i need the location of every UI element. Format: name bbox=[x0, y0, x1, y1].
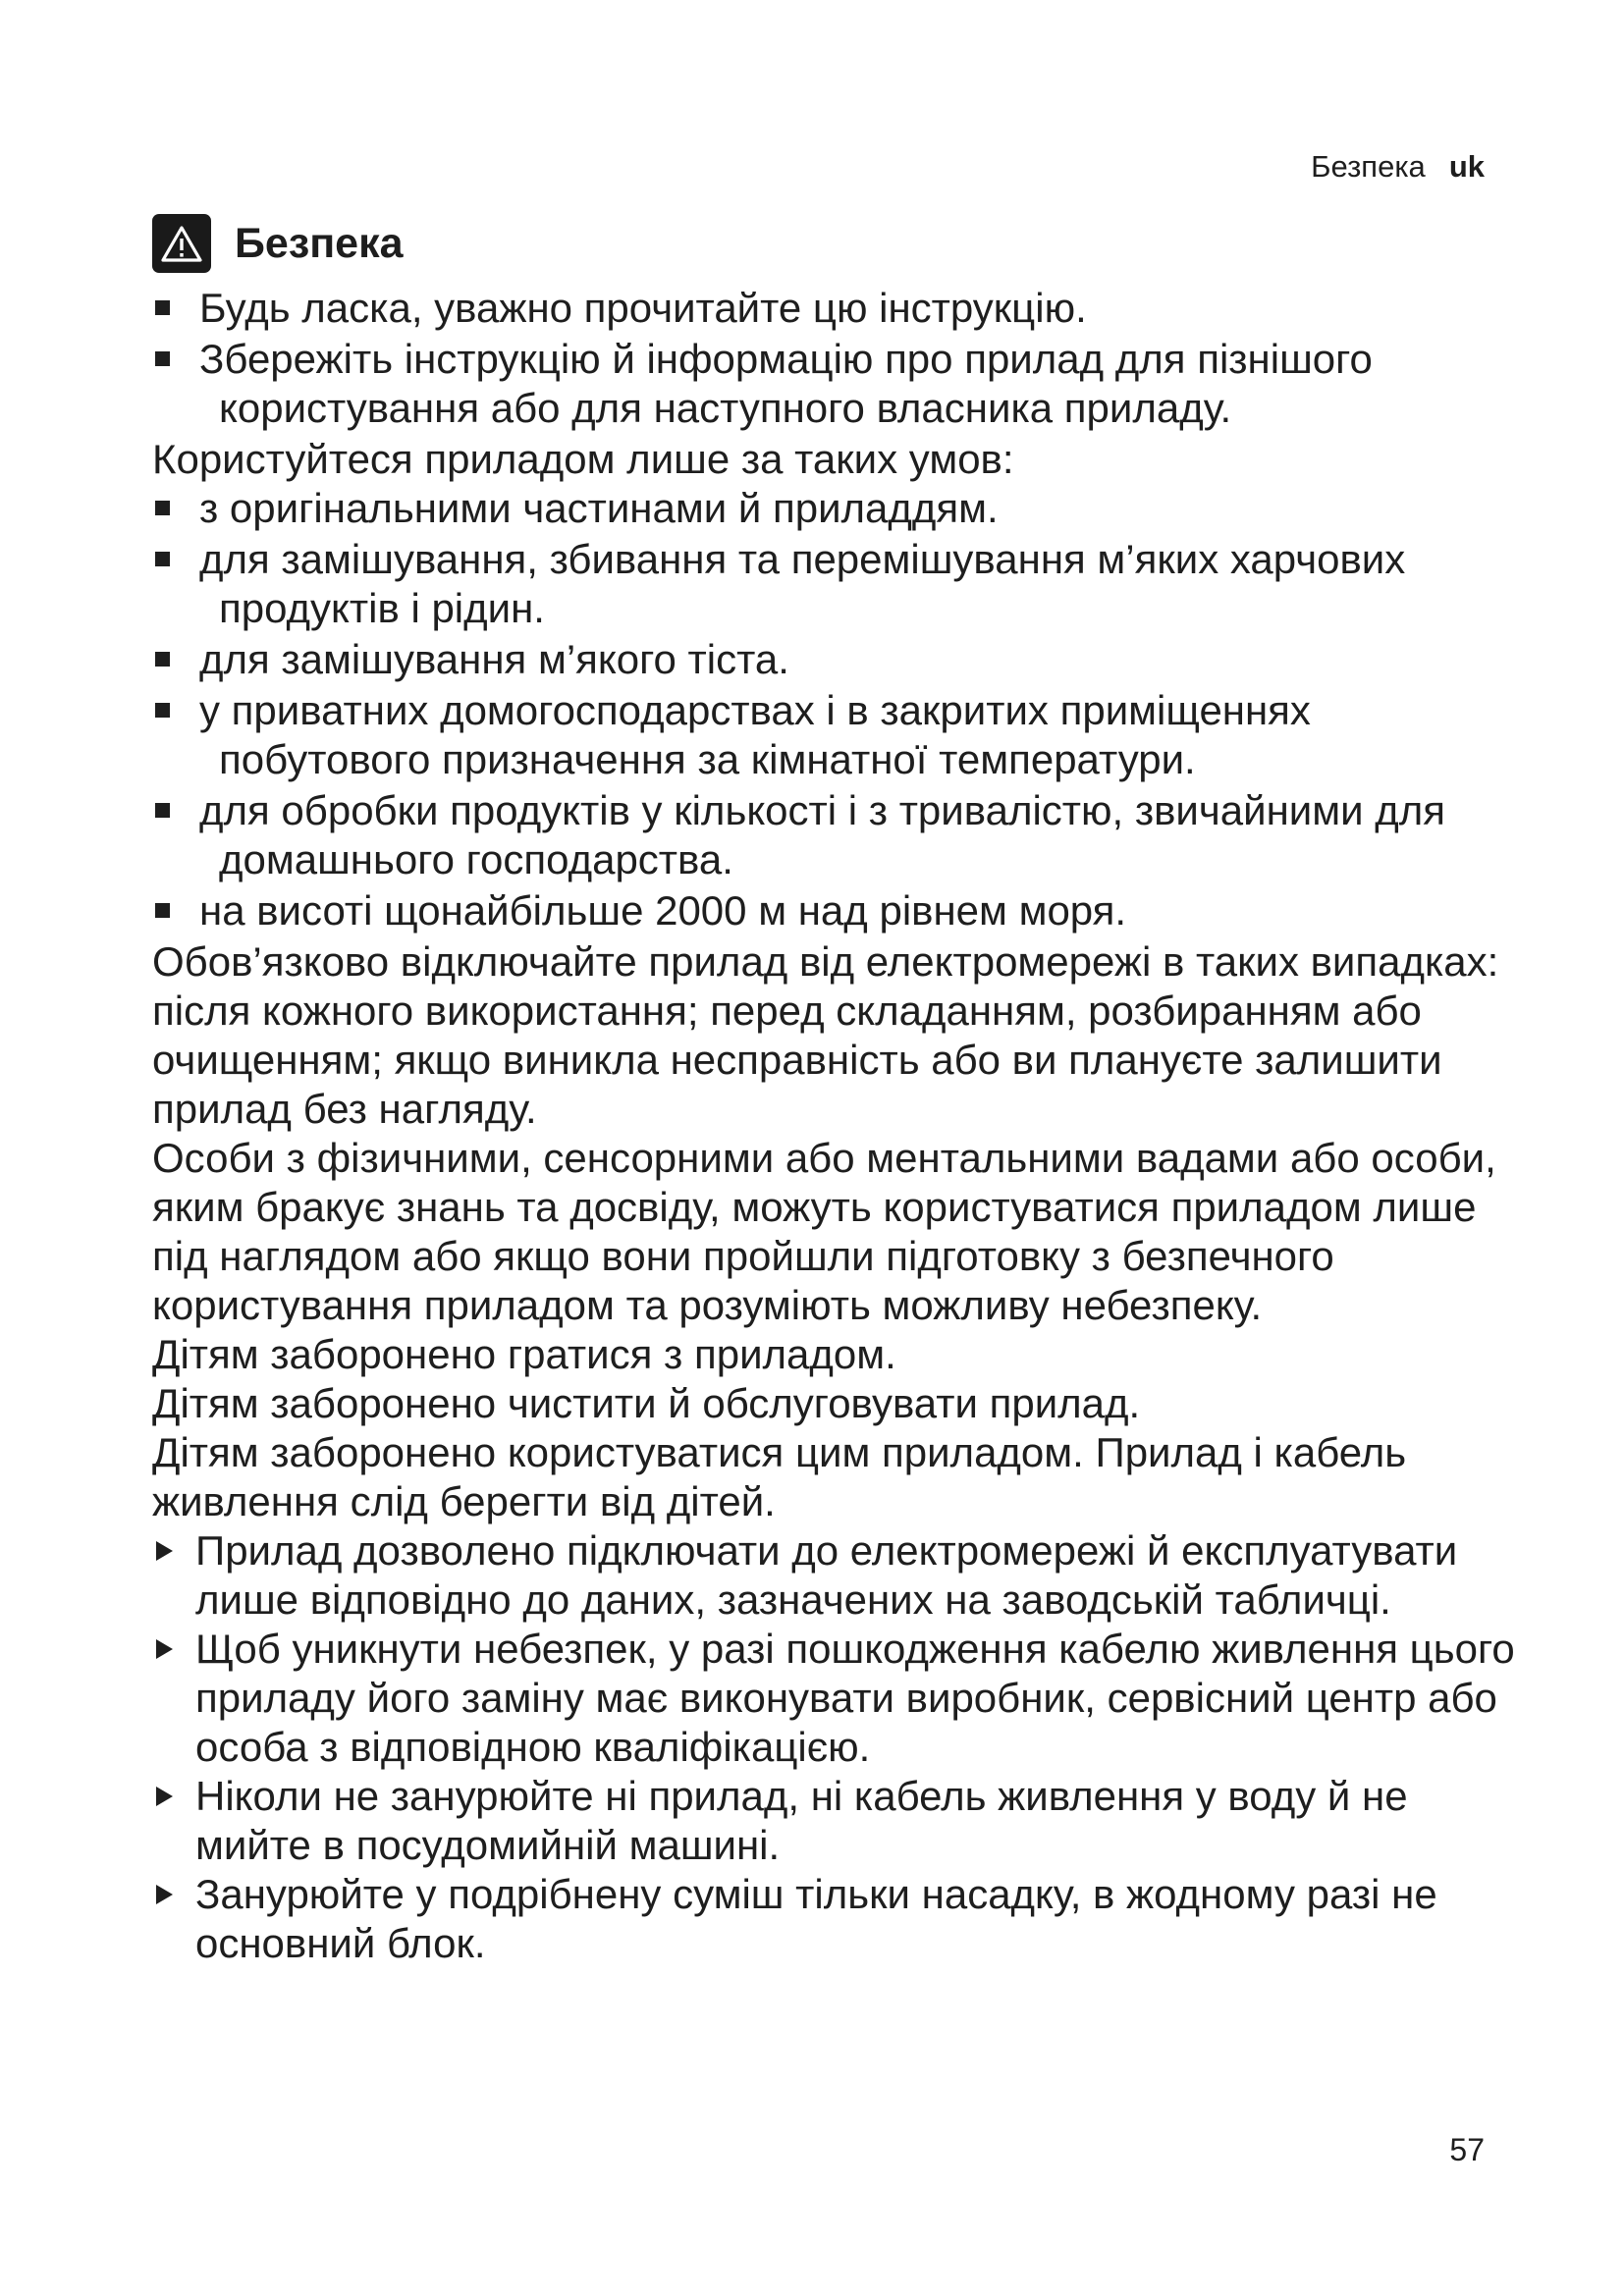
instruction-item: Занурюйте у подрібнену суміш тільки насадку, в жодному разі не основний блок. bbox=[152, 1870, 1532, 1968]
instructions-list bbox=[152, 1526, 1532, 1968]
children-play-paragraph: Дітям заборонено гратися з приладом. bbox=[152, 1331, 896, 1377]
square-bullet-icon bbox=[155, 652, 170, 667]
square-bullet-icon bbox=[155, 300, 170, 315]
list-item: у приватних домогосподарствах і в закритих приміщеннях побутового призначення за кімнатної температури. bbox=[152, 686, 1532, 784]
list-item: для замішування м’якого тіста. bbox=[152, 635, 1532, 684]
page-content bbox=[152, 211, 1532, 1968]
triangle-right-icon bbox=[156, 1787, 173, 1806]
header-section: Безпека bbox=[1311, 149, 1426, 184]
triangle-right-icon bbox=[156, 1639, 173, 1659]
triangle-right-icon bbox=[156, 1885, 173, 1904]
running-header bbox=[1276, 147, 1485, 187]
list-item: для обробки продуктів у кількості і з тривалістю, звичайними для домашнього господарства. bbox=[152, 786, 1532, 884]
disconnect-paragraph: Обов’язково відключайте прилад від електромережі в таких випадках: після кожного використання; перед складанням, розбиранням або очищенням; якщо виникла несправність або ви плануєте залишити прилад без нагляду. bbox=[152, 938, 1499, 1132]
list-item: з оригінальними частинами й приладдям. bbox=[152, 484, 1532, 533]
square-bullet-icon bbox=[155, 501, 170, 515]
list-item: Збережіть інструкцію й інформацію про прилад для пізнішого користування або для наступного власника приладу. bbox=[152, 335, 1532, 433]
children-use-paragraph: Дітям заборонено користуватися цим приладом. Прилад і кабель живлення слід берегти від дітей. bbox=[152, 1429, 1407, 1524]
page-number: 57 bbox=[1449, 2132, 1485, 2167]
children-clean-paragraph: Дітям заборонено чистити й обслуговувати прилад. bbox=[152, 1380, 1141, 1426]
square-bullet-icon bbox=[155, 803, 170, 818]
header-language: uk bbox=[1448, 149, 1485, 184]
warning-triangle-icon bbox=[152, 214, 211, 273]
square-bullet-icon bbox=[155, 703, 170, 718]
square-bullet-icon bbox=[155, 351, 170, 366]
instruction-item: Щоб уникнути небезпек, у разі пошкодження кабелю живлення цього приладу його заміну має виконувати виробник, сервісний центр або особа з відповідною кваліфікацією. bbox=[152, 1625, 1532, 1772]
list-item: на висоті щонайбільше 2000 м над рівнем моря. bbox=[152, 886, 1532, 935]
list-item: для замішування, збивання та перемішування м’яких харчових продуктів і рідин. bbox=[152, 535, 1532, 633]
page-title: Безпека bbox=[235, 220, 404, 267]
instruction-item: Ніколи не занурюйте ні прилад, ні кабель живлення у воду й не мийте в посудомийній машині. bbox=[152, 1772, 1532, 1870]
section-heading bbox=[152, 211, 1532, 276]
persons-paragraph: Особи з фізичними, сенсорними або ментальними вадами або особи, яким бракує знань та досвіду, можуть користуватися приладом лише під наглядом або якщо вони пройшли підготовку з безпечного користування приладом та розуміють можливу небезпеку. bbox=[152, 1135, 1496, 1328]
conditions-list bbox=[152, 484, 1532, 935]
triangle-right-icon bbox=[156, 1541, 173, 1561]
instruction-item: Прилад дозволено підключати до електромережі й експлуатувати лише відповідно до даних, зазначених на заводській табличці. bbox=[152, 1526, 1532, 1625]
list-item: Будь ласка, уважно прочитайте цю інструкцію. bbox=[152, 284, 1532, 333]
square-bullet-icon bbox=[155, 552, 170, 566]
square-bullet-icon bbox=[155, 903, 170, 918]
conditions-heading: Користуйтеся приладом лише за таких умов: bbox=[152, 436, 1014, 482]
intro-list bbox=[152, 284, 1532, 433]
